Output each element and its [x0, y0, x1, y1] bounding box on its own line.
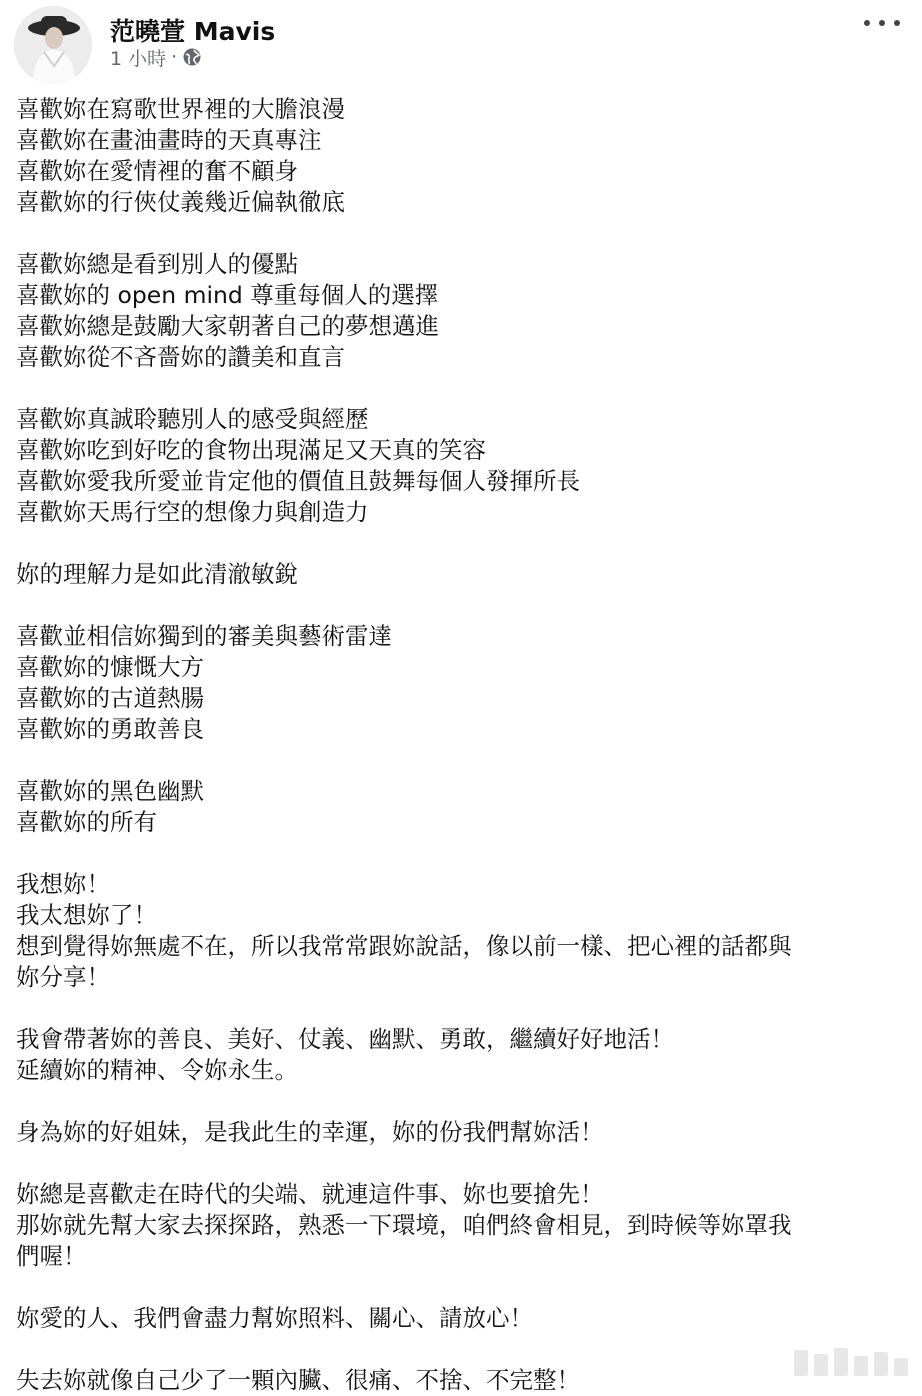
stanza-gap	[16, 838, 908, 869]
watermark-icon	[792, 1346, 912, 1380]
post-text-line: 妳愛的人、我們會盡力幫妳照料、關心、請放心！	[16, 1304, 533, 1332]
post-text-line: 那妳就先幫大家去探探路，熟悉一下環境，咱們終會相見，到時候等妳罩我	[16, 1211, 792, 1239]
post-text-line: 延續妳的精神、令妳永生。	[16, 1056, 298, 1084]
post-text-line: 喜歡妳總是看到別人的優點	[16, 250, 298, 278]
avatar-image	[14, 6, 92, 84]
stanza-gap	[16, 373, 908, 404]
stanza-gap	[16, 218, 908, 249]
more-dot	[864, 20, 870, 26]
post-text-line: 身為妳的好姐妹，是我此生的幸運，妳的份我們幫妳活！	[16, 1118, 604, 1146]
meta-separator: ·	[171, 46, 178, 68]
post-meta	[110, 44, 202, 70]
more-dot	[894, 20, 900, 26]
author-name[interactable]: 范曉萱 Mavis	[110, 17, 276, 46]
post-text-line: 妳的理解力是如此清澈敏銳	[16, 560, 298, 588]
post-text-line: 喜歡妳的所有	[16, 808, 157, 836]
post-text-line: 喜歡妳吃到好吃的食物出現滿足又天真的笑容	[16, 436, 486, 464]
stanza-gap	[16, 1334, 908, 1365]
post-text-line: 喜歡妳的行俠仗義幾近偏執徹底	[16, 188, 345, 216]
post-text-line: 喜歡妳總是鼓勵大家朝著自己的夢想邁進	[16, 312, 439, 340]
post-text-line: 我太想妳了！	[16, 901, 157, 929]
post-header	[0, 0, 922, 92]
post-text-line: 喜歡妳在寫歌世界裡的大膽浪漫	[16, 95, 345, 123]
post-text-line: 們喔！	[16, 1242, 87, 1270]
stanza-gap	[16, 993, 908, 1024]
post-text-line: 喜歡妳真誠聆聽別人的感受與經歷	[16, 405, 369, 433]
post-text-line: 喜歡妳愛我所愛並肯定他的價值且鼓舞每個人發揮所長	[16, 467, 580, 495]
post-text-line: 妳分享！	[16, 963, 110, 991]
post-text-line: 想到覺得妳無處不在，所以我常常跟妳說話，像以前一樣、把心裡的話都與	[16, 932, 792, 960]
stanza-gap	[16, 590, 908, 621]
post-text-line: 喜歡並相信妳獨到的審美與藝術雷達	[16, 622, 392, 650]
stanza-gap	[16, 745, 908, 776]
post-text-line: 我想妳！	[16, 870, 110, 898]
post-text-line: 喜歡妳在畫油畫時的天真專注	[16, 126, 322, 154]
avatar[interactable]	[14, 6, 92, 84]
post-text-line: 喜歡妳天馬行空的想像力與創造力	[16, 498, 369, 526]
globe-icon[interactable]	[182, 47, 202, 67]
more-dot	[879, 20, 885, 26]
post-text-line: 我會帶著妳的善良、美好、仗義、幽默、勇敢，繼續好好地活！	[16, 1025, 674, 1053]
stanza-gap	[16, 1272, 908, 1303]
post-text-line: 喜歡妳的黑色幽默	[16, 777, 204, 805]
stanza-gap	[16, 1086, 908, 1117]
post-text-line: 喜歡妳在愛情裡的奮不顧身	[16, 157, 298, 185]
post-text-line: 喜歡妳的古道熱腸	[16, 684, 204, 712]
stanza-gap	[16, 528, 908, 559]
post-text-line: 妳總是喜歡走在時代的尖端、就連這件事、妳也要搶先！	[16, 1180, 604, 1208]
stanza-gap	[16, 1148, 908, 1179]
post-body	[16, 94, 908, 1396]
more-options-icon[interactable]	[864, 12, 900, 34]
post-text-line: 喜歡妳的慷慨大方	[16, 653, 204, 681]
post-text-line: 喜歡妳的勇敢善良	[16, 715, 204, 743]
post-text-line: 喜歡妳的 open mind 尊重每個人的選擇	[16, 281, 439, 309]
post-text-line: 失去妳就像自己少了一顆內臟、很痛、不捨、不完整！	[16, 1366, 580, 1394]
post-timestamp[interactable]: 1 小時	[110, 47, 167, 70]
post-text-line: 喜歡妳從不吝嗇妳的讚美和直言	[16, 343, 345, 371]
